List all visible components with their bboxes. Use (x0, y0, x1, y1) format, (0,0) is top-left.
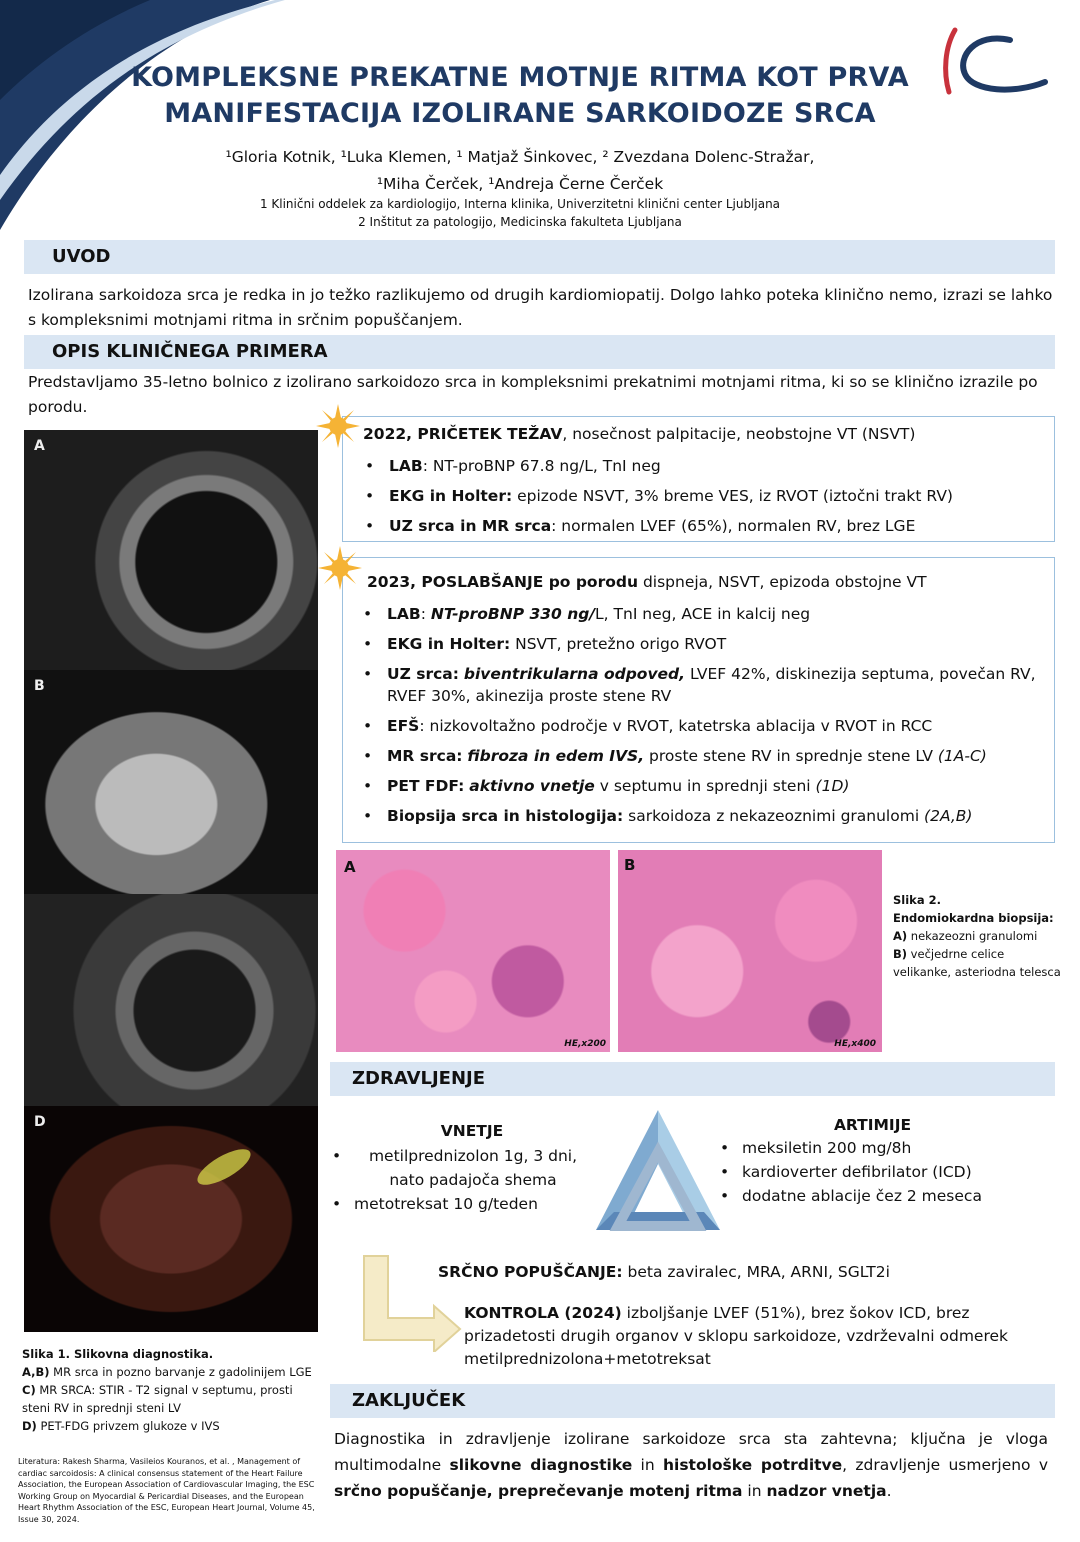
box-2023-item-mr: • MR srca: fibroza in edem IVS, proste stene RV in sprednje stene LV (1A-C) (361, 745, 1044, 767)
affiliation-2: 2 Inštitut za patologijo, Medicinska fakulteta Ljubljana (358, 215, 682, 229)
histology-label-a: A (344, 858, 356, 876)
histology-image-b (618, 850, 882, 1052)
artimije-item: • dodatne ablacije čez 2 meseca (720, 1184, 1055, 1208)
artimije-item: • meksiletin 200 mg/8h (720, 1136, 1055, 1160)
fdg-uptake-spot (193, 1142, 256, 1191)
histology-mag-b: HE,x400 (834, 1039, 876, 1049)
star-icon (316, 404, 360, 448)
figure-1-line-c: C) MR SRCA: STIR - T2 signal v septumu, prosti steni RV in sprednji steni LV (22, 1383, 293, 1415)
image-label-d: D (34, 1114, 46, 1130)
figure-2-title: Slika 2. (893, 893, 941, 907)
histology-label-b: B (624, 856, 636, 874)
logo-icon (935, 22, 1065, 102)
box-2022-item: • UZ srca in MR srca: normalen LVEF (65%), normalen RV, brez LGE (363, 515, 1044, 537)
mri-image-c (24, 894, 318, 1106)
title-line-1: KOMPLEKSNE PREKATNE MOTNJE RITMA KOT PRVA (131, 62, 909, 93)
authors-line-1: ¹Gloria Kotnik, ¹Luka Klemen, ¹ Matjaž Šinkovec, ² Zvezdana Dolenc-Stražar, (225, 148, 815, 166)
authors-line-2: ¹Miha Čerček, ¹Andreja Černe Čerček (376, 175, 664, 193)
box-2023-item-uz: • UZ srca: biventrikularna odpoved, LVEF 42%, diskinezija septuma, povečan RV, RVEF 30%, akinezija proste stene RV (361, 663, 1044, 707)
vnetje-item: • metotreksat 10 g/teden (332, 1192, 592, 1216)
box-2022-item: • EKG in Holter: epizode NSVT, 3% breme VES, iz RVOT (iztočni trakt RV) (363, 485, 1044, 507)
box-2022-heading: 2022, PRIČETEK TEŽAV, nosečnost palpitacije, neobstojne VT (NSVT) (363, 425, 916, 443)
box-2023-item-pet: • PET FDF: aktivno vnetje v septumu in sprednji steni (1D) (361, 775, 1044, 797)
artimije-title: ARTIMIJE (833, 1116, 912, 1134)
section-heading-zdravljenje: ZDRAVLJENJE (330, 1062, 1055, 1096)
figure-1-caption (22, 1345, 322, 1435)
uvod-text: Izolirana sarkoidoza srca je redka in jo težko razlikujemo od drugih kardiomiopatij. Dolgo lahko poteka klinično nemo, izrazi se lahko s kompleksnimi motnjami ritma in srčnim popuščanjem. (28, 286, 1053, 329)
mri-image-b (24, 670, 318, 894)
image-label-a: A (34, 438, 45, 454)
artimije-block (720, 1114, 1055, 1208)
figure-1-line-d: D) PET-FDG privzem glukoze v IVS (22, 1419, 220, 1433)
kontrola-2024: KONTROLA (2024) izboljšanje LVEF (51%), brez šokov ICD, brez prizadetosti drugih organov v sklopu sarkoidoze, vzdrževalni odmerek metilprednizolona+metotreksat (464, 1304, 1008, 1368)
artimije-item: • kardioverter defibrilator (ICD) (720, 1160, 1055, 1184)
literature-reference: Literatura: Rakesh Sharma, Vasileios Kouranos, et al. , Management of cardiac sarcoidosis: A clinical consensus statement of the Heart Failure Association, the European Association of Cardiovascular Imaging, the ESC Working Group on Myocardial & Pericardial Diseases, and the European Heart Rhythm Association of the ESC, European Heart Journal, Volume 45, Issue 30, 2024. (18, 1457, 315, 1524)
authors (120, 144, 920, 198)
section-heading-uvod: UVOD (24, 240, 1055, 274)
section-heading-zakljucek: ZAKLJUČEK (330, 1384, 1055, 1418)
poster-title (120, 60, 920, 132)
vnetje-title: VNETJE (440, 1122, 504, 1140)
box-2023-item-efs: • EFŠ: nizkovoltažno področje v RVOT, katetrska ablacija v RVOT in RCC (361, 715, 1044, 737)
title-line-2: MANIFESTACIJA IZOLIRANE SARKOIDOZE SRCA (164, 98, 876, 129)
image-label-b: B (34, 678, 45, 694)
figure-2-caption (893, 891, 1063, 981)
affiliations (120, 195, 920, 231)
figure-1-line-ab: A,B) MR srca in pozno barvanje z gadolinijem LGE (22, 1365, 312, 1379)
pet-image-d (24, 1106, 318, 1332)
srcno-popuscanje: SRČNO POPUŠČANJE: beta zaviralec, MRA, ARNI, SGLT2i (438, 1263, 890, 1281)
vnetje-block (332, 1120, 592, 1216)
histology-mag-a: HE,x200 (564, 1039, 606, 1049)
figure-2-subtitle: Endomiokardna biopsija: (893, 911, 1054, 925)
opis-text: Predstavljamo 35-letno bolnico z izolirano sarkoidozo srca in kompleksnimi prekatnimi motnjami ritma, ki so se klinično izrazile po porodu. (28, 373, 1038, 416)
figure-1-title: Slika 1. Slikovna diagnostika. (22, 1347, 214, 1361)
figure-2-line-a: A) nekazeozni granulomi (893, 929, 1038, 943)
star-icon (318, 546, 362, 590)
histology-image-a (336, 850, 610, 1052)
figure-2-line-b: B) večjedrne celice velikanke, asteriodna telesca (893, 947, 1061, 979)
zakljucek-text: Diagnostika in zdravljenje izolirane sarkoidoze srca sta zahtevna; ključna je vloga multimodalne slikovne diagnostike in histološke potrditve, zdravljenje usmerjeno v srčno popuščanje, preprečevanje motenj ritma in nadzor vnetja. (334, 1430, 1048, 1500)
affiliation-1: 1 Klinični oddelek za kardiologijo, Interna klinika, Univerzitetni klinični center Ljubljana (259, 197, 781, 211)
box-2023-heading: 2023, POSLABŠANJE po porodu dispneja, NSVT, epizoda obstojne VT (367, 573, 927, 591)
box-2023-item-ekg: • EKG in Holter: NSVT, pretežno origo RVOT (361, 633, 1044, 655)
timeline-box-2023 (342, 557, 1055, 843)
timeline-box-2022 (342, 416, 1055, 542)
mri-image-a (24, 430, 318, 670)
box-2022-item: • LAB: NT-proBNP 67.8 ng/L, TnI neg (363, 455, 1044, 477)
box-2023-item-lab: • LAB: NT-proBNP 330 ng/L, TnI neg, ACE in kalcij neg (361, 603, 1044, 625)
box-2023-item-biopsija: • Biopsija srca in histologija: sarkoidoza z nekazeoznimi granulomi (2A,B) (361, 805, 1044, 827)
vnetje-item: • metilprednizolon 1g, 3 dni, nato padajoča shema (332, 1144, 592, 1192)
section-heading-opis: OPIS KLINIČNEGA PRIMERA (24, 335, 1055, 369)
